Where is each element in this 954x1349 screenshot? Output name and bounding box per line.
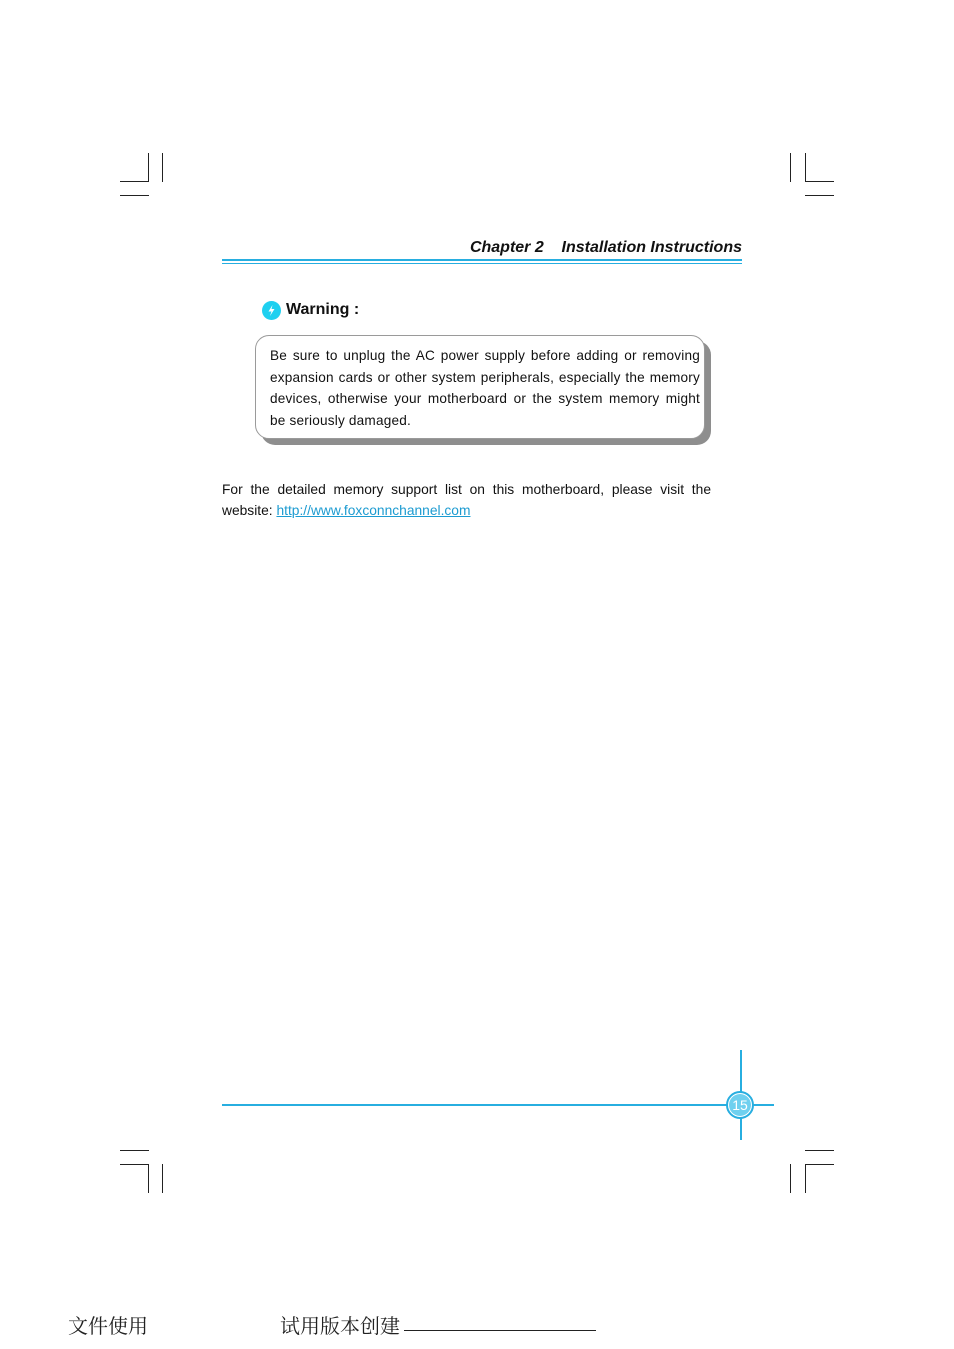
crop-mark-top-left <box>162 153 163 182</box>
chapter-label: Chapter 2 <box>469 239 544 256</box>
page-number: 15 <box>729 1094 751 1116</box>
crop-mark-top-right <box>790 153 791 182</box>
header-rule-thin <box>222 263 742 264</box>
crop-mark-bottom-left <box>120 1150 149 1151</box>
crop-mark-bottom-right <box>805 1150 834 1151</box>
warning-title: Warning : <box>286 301 360 318</box>
crop-mark-top-right <box>805 153 806 182</box>
body-paragraph <box>222 479 711 521</box>
crop-mark-top-right <box>805 181 834 182</box>
watermark-right: 试用版本创建 <box>280 1314 400 1338</box>
header-rule <box>222 259 742 261</box>
crop-mark-top-left <box>148 153 149 182</box>
chapter-title: Installation Instructions <box>561 239 742 256</box>
lightning-icon-glyph <box>262 301 281 320</box>
footer-rule <box>222 1104 774 1106</box>
crop-mark-bottom-left <box>148 1164 149 1193</box>
crop-mark-bottom-left <box>162 1164 163 1193</box>
crop-mark-bottom-right <box>805 1164 806 1193</box>
crop-mark-top-left <box>120 181 149 182</box>
watermark-underline <box>404 1330 596 1331</box>
website-link[interactable]: http://www.foxconnchannel.com <box>276 503 471 518</box>
warning-text: Be sure to unplug the AC power supply before adding or removing expansion cards or other system peripherals, especially the memory devices, otherwise your motherboard or the system memory might be seriously damaged. <box>270 348 700 429</box>
crop-mark-top-left <box>120 195 149 196</box>
body-text: For the detailed memory support list on this motherboard, please visit the website: <box>222 482 711 518</box>
lightning-icon <box>262 301 281 320</box>
crop-mark-top-right <box>805 195 834 196</box>
watermark-left: 文件使用 <box>68 1314 148 1338</box>
crop-mark-bottom-right <box>790 1164 791 1193</box>
crop-mark-bottom-right <box>805 1164 834 1165</box>
running-header <box>222 239 742 257</box>
crop-mark-bottom-left <box>120 1164 149 1165</box>
